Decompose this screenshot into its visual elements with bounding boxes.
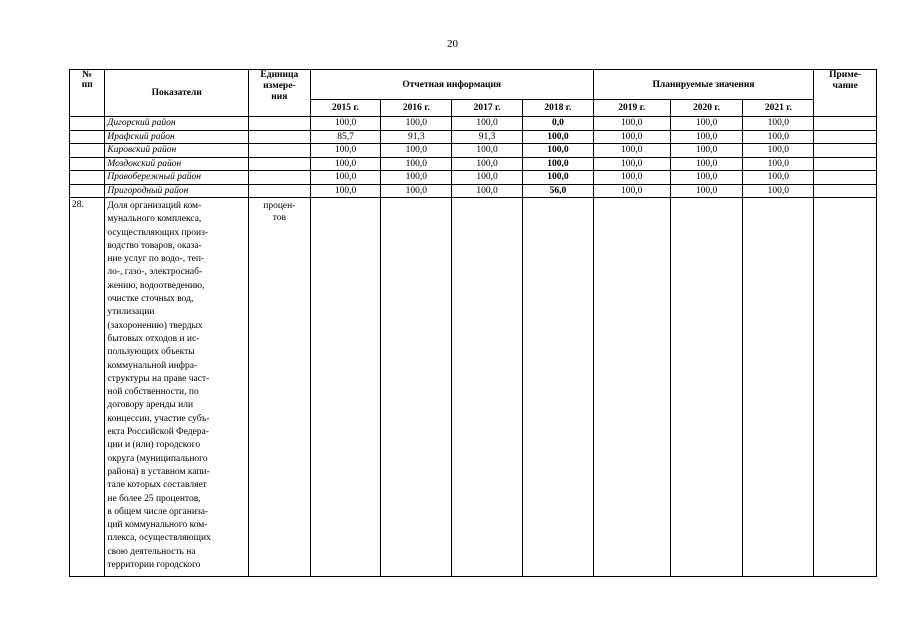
description-line: плекса, осуществляющих bbox=[107, 533, 211, 544]
value-cell: 85,7 bbox=[310, 130, 381, 144]
description-line: ло-, газо-, электроснаб- bbox=[107, 267, 203, 278]
note-cell bbox=[814, 157, 877, 171]
row-unit bbox=[248, 130, 310, 144]
row-unit bbox=[248, 117, 310, 131]
district-name: Пригородный район bbox=[105, 184, 249, 198]
district-name: Правобережный район bbox=[105, 171, 249, 185]
value-cell bbox=[670, 198, 743, 577]
table-row bbox=[70, 184, 877, 198]
description-line: очистке сточных вод, bbox=[107, 294, 194, 305]
row-number bbox=[70, 157, 105, 171]
value-cell: 100,0 bbox=[670, 157, 743, 171]
indicators-table bbox=[69, 69, 877, 577]
value-cell: 100,0 bbox=[452, 117, 523, 131]
value-cell: 100,0 bbox=[381, 171, 452, 185]
header-reported: Отчетная информация bbox=[310, 70, 593, 100]
note-cell bbox=[814, 171, 877, 185]
value-cell: 100,0 bbox=[452, 144, 523, 158]
description-line: осуществляющих произ- bbox=[107, 227, 209, 238]
table-row bbox=[70, 144, 877, 158]
value-cell: 56,0 bbox=[523, 184, 594, 198]
value-cell: 100,0 bbox=[743, 130, 814, 144]
header-number: № пп bbox=[70, 70, 105, 117]
header-year: 2018 г. bbox=[523, 100, 594, 117]
description-line: ций коммунального ком- bbox=[107, 520, 208, 531]
table-row bbox=[70, 117, 877, 131]
value-cell: 91,3 bbox=[381, 130, 452, 144]
row-unit bbox=[248, 184, 310, 198]
value-cell bbox=[743, 198, 814, 577]
note-cell bbox=[814, 144, 877, 158]
value-cell: 100,0 bbox=[452, 171, 523, 185]
district-name: Ирафский район bbox=[105, 130, 249, 144]
value-cell: 91,3 bbox=[452, 130, 523, 144]
value-cell: 0,0 bbox=[523, 117, 594, 131]
district-name: Кировский район bbox=[105, 144, 249, 158]
value-cell: 100,0 bbox=[381, 184, 452, 198]
row-unit bbox=[248, 171, 310, 185]
item-unit: процен- тов bbox=[248, 198, 310, 577]
value-cell: 100,0 bbox=[593, 117, 670, 131]
value-cell bbox=[452, 198, 523, 577]
description-line: района) в уставном капи- bbox=[107, 466, 210, 477]
value-cell bbox=[593, 198, 670, 577]
value-cell: 100,0 bbox=[310, 117, 381, 131]
description-line: водство товаров, оказа- bbox=[107, 240, 202, 251]
value-cell: 100,0 bbox=[670, 144, 743, 158]
value-cell: 100,0 bbox=[452, 157, 523, 171]
description-line: в общем числе организа- bbox=[107, 506, 209, 517]
note-cell bbox=[814, 130, 877, 144]
description-line: бытовых отходов и ис- bbox=[107, 333, 200, 344]
value-cell: 100,0 bbox=[523, 171, 594, 185]
header-note: Приме- чание bbox=[814, 70, 877, 117]
value-cell bbox=[381, 198, 452, 577]
description-line: Доля организаций ком- bbox=[107, 201, 202, 211]
row-number bbox=[70, 184, 105, 198]
value-cell: 100,0 bbox=[593, 171, 670, 185]
description-line: территории городского bbox=[107, 560, 201, 571]
value-cell: 100,0 bbox=[593, 157, 670, 171]
value-cell: 100,0 bbox=[310, 184, 381, 198]
header-year: 2015 г. bbox=[310, 100, 381, 117]
header-year: 2020 г. bbox=[670, 100, 743, 117]
description-line: (захоронению) твердых bbox=[107, 320, 203, 331]
value-cell: 100,0 bbox=[743, 144, 814, 158]
value-cell: 100,0 bbox=[381, 117, 452, 131]
description-line: коммунальной инфра- bbox=[107, 360, 198, 371]
description-line: концессии, участие субъ- bbox=[107, 413, 210, 424]
value-cell: 100,0 bbox=[523, 157, 594, 171]
value-cell: 100,0 bbox=[310, 157, 381, 171]
value-cell: 100,0 bbox=[670, 184, 743, 198]
value-cell: 100,0 bbox=[593, 144, 670, 158]
value-cell: 100,0 bbox=[523, 144, 594, 158]
value-cell: 100,0 bbox=[593, 130, 670, 144]
description-line: пользующих объекты bbox=[107, 347, 195, 358]
description-line: ной собственности, по bbox=[107, 387, 199, 398]
district-name: Дигорский район bbox=[105, 117, 249, 131]
description-line: договору аренды или bbox=[107, 400, 194, 411]
header-indicators: Показатели bbox=[105, 70, 249, 117]
value-cell: 100,0 bbox=[381, 144, 452, 158]
item-description bbox=[105, 198, 249, 577]
value-cell: 100,0 bbox=[670, 130, 743, 144]
row-number bbox=[70, 130, 105, 144]
row-number bbox=[70, 171, 105, 185]
value-cell: 100,0 bbox=[452, 184, 523, 198]
page-number: 20 bbox=[447, 38, 458, 50]
header-planned: Планируемые значения bbox=[593, 70, 813, 100]
value-cell: 100,0 bbox=[743, 157, 814, 171]
row-number bbox=[70, 117, 105, 131]
district-name: Моздокский район bbox=[105, 157, 249, 171]
description-line: жению, водоотведению, bbox=[107, 280, 205, 291]
value-cell: 100,0 bbox=[381, 157, 452, 171]
description-line: утилизации bbox=[107, 307, 155, 318]
note-cell bbox=[814, 184, 877, 198]
table-row-item-28 bbox=[70, 198, 877, 577]
row-number bbox=[70, 144, 105, 158]
description-line: структуры на праве част- bbox=[107, 373, 210, 384]
row-unit bbox=[248, 157, 310, 171]
value-cell: 100,0 bbox=[310, 144, 381, 158]
table-row bbox=[70, 157, 877, 171]
value-cell: 100,0 bbox=[743, 184, 814, 198]
value-cell: 100,0 bbox=[743, 171, 814, 185]
description-line: округа (муниципального bbox=[107, 453, 208, 464]
description-line: ции и (или) городского bbox=[107, 440, 201, 451]
note-cell bbox=[814, 117, 877, 131]
description-line: мунального комплекса, bbox=[107, 214, 202, 225]
value-cell: 100,0 bbox=[523, 130, 594, 144]
header-unit: Единица измере- ния bbox=[248, 70, 310, 117]
value-cell bbox=[310, 198, 381, 577]
value-cell: 100,0 bbox=[670, 117, 743, 131]
header-year: 2017 г. bbox=[452, 100, 523, 117]
header-year: 2016 г. bbox=[381, 100, 452, 117]
header-year: 2019 г. bbox=[593, 100, 670, 117]
value-cell: 100,0 bbox=[743, 117, 814, 131]
value-cell: 100,0 bbox=[670, 171, 743, 185]
value-cell: 100,0 bbox=[310, 171, 381, 185]
table-row bbox=[70, 130, 877, 144]
description-line: ние услуг по водо-, теп- bbox=[107, 254, 205, 265]
description-line: тале которых составляет bbox=[107, 480, 207, 491]
note-cell bbox=[814, 198, 877, 577]
header-year: 2021 г. bbox=[743, 100, 814, 117]
value-cell: 100,0 bbox=[593, 184, 670, 198]
row-unit bbox=[248, 144, 310, 158]
description-line: екта Российской Федера- bbox=[107, 427, 209, 438]
item-number: 28. bbox=[70, 198, 105, 577]
description-line: не более 25 процентов, bbox=[107, 493, 201, 504]
description-line: свою деятельность на bbox=[107, 546, 196, 557]
value-cell bbox=[523, 198, 594, 577]
table-row bbox=[70, 171, 877, 185]
